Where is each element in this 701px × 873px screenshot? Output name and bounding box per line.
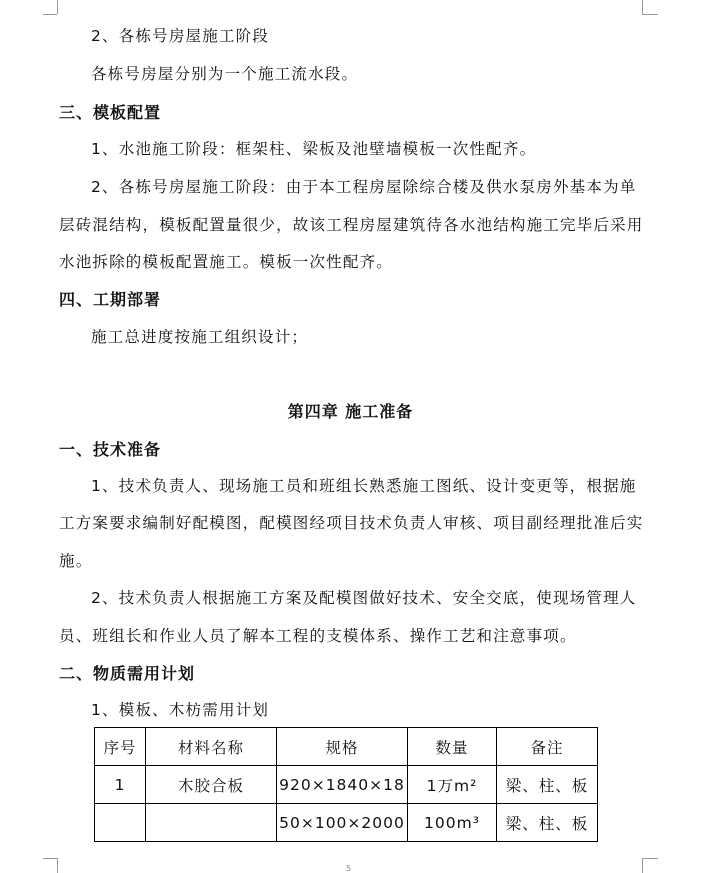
page-corner-mark: [57, 0, 58, 14]
table-cell: 梁、柱、板: [497, 766, 598, 804]
page-corner-mark: [43, 14, 57, 15]
chapter-title: 第四章 施工准备: [287, 402, 414, 421]
paragraph-line: 1、技术负责人、现场施工员和班组长熟悉施工图纸、设计变更等，根据施: [91, 477, 637, 495]
paragraph-line: 1、模板、木枋需用计划: [91, 701, 270, 719]
page-corner-mark: [642, 858, 643, 873]
paragraph-line: 2、技术负责人根据施工方案及配模图做好技术、安全交底，使现场管理人: [91, 589, 637, 607]
paragraph-line: 工方案要求编制好配模图，配模图经项目技术负责人审核、项目副经理批准后实: [59, 514, 644, 532]
page-corner-mark: [43, 858, 57, 859]
table-cell: 梁、柱、板: [497, 804, 598, 842]
section-heading: 二、物质需用计划: [59, 664, 196, 683]
paragraph-line: 施。: [59, 552, 93, 570]
page-corner-mark: [642, 0, 643, 14]
paragraph-line: 施工总进度按施工组织设计；: [91, 328, 309, 346]
table-header-row: [95, 728, 598, 766]
table-cell: 木胶合板: [146, 766, 277, 804]
paragraph-line: 层砖混结构，模板配置量很少，故该工程房屋建筑待各水池结构施工完毕后采用: [59, 216, 644, 234]
section-heading: 四、工期部署: [59, 290, 162, 309]
table-cell: [95, 804, 146, 842]
paragraph-line: 2、各栋号房屋施工阶段：由于本工程房屋除综合楼及供水泵房外基本为单: [91, 178, 637, 196]
paragraph-line: 2、各栋号房屋施工阶段: [91, 27, 270, 45]
paragraph-line: 1、水池施工阶段：框架柱、梁板及池壁墙模板一次性配齐。: [91, 140, 537, 158]
paragraph-line: 员、班组长和作业人员了解本工程的支模体系、操作工艺和注意事项。: [59, 627, 577, 645]
table-row: [95, 804, 598, 842]
table-cell: 50×100×2000: [277, 804, 408, 842]
section-heading: 一、技术准备: [59, 440, 162, 459]
page-number: 5: [346, 864, 352, 873]
table-row: [95, 766, 598, 804]
table-header-cell: 数量: [408, 728, 497, 766]
page-corner-mark: [642, 14, 658, 15]
table-cell: 1: [95, 766, 146, 804]
page-corner-mark: [642, 858, 658, 859]
materials-table: [94, 727, 598, 842]
section-heading: 三、模板配置: [59, 103, 162, 122]
page-corner-mark: [57, 858, 58, 873]
table-header-cell: 材料名称: [146, 728, 277, 766]
table-cell: 920×1840×18: [277, 766, 408, 804]
table-cell: 1万m²: [408, 766, 497, 804]
table-header-cell: 规格: [277, 728, 408, 766]
paragraph-line: 水池拆除的模板配置施工。模板一次性配齐。: [59, 253, 394, 271]
table-cell: [146, 804, 277, 842]
table-header-cell: 序号: [95, 728, 146, 766]
paragraph-line: 各栋号房屋分别为一个施工流水段。: [91, 65, 359, 83]
table-header-cell: 备注: [497, 728, 598, 766]
table-cell: 100m³: [408, 804, 497, 842]
